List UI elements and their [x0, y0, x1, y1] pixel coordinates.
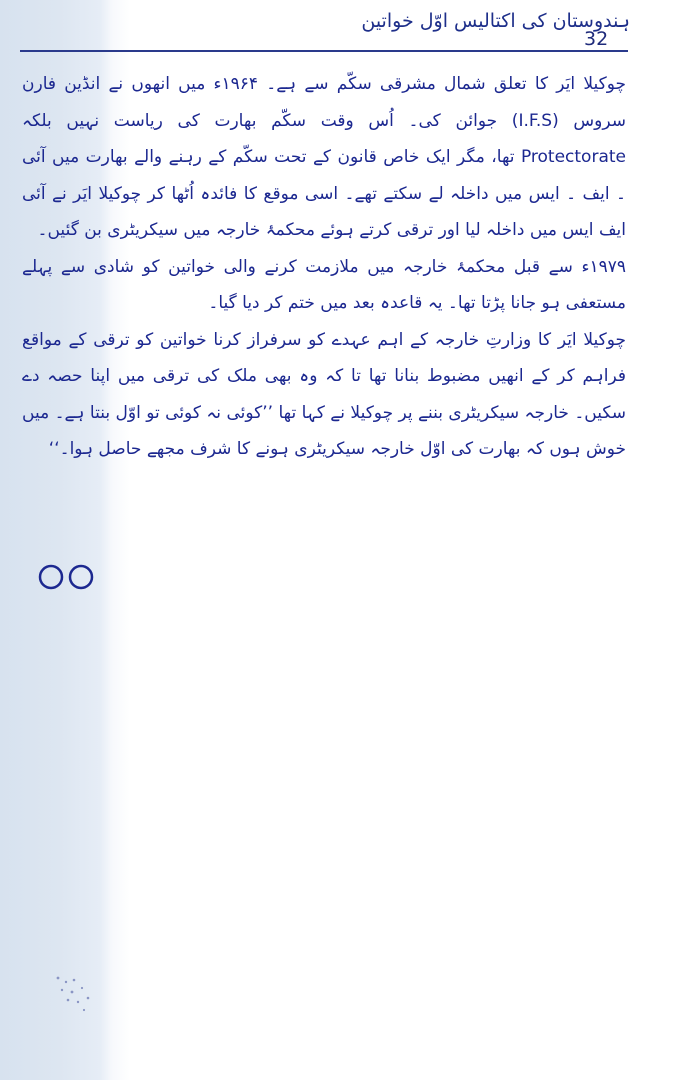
double-circle-end-mark-icon [34, 562, 106, 592]
paragraph-2: ۱۹۷۹ء سے قبل محکمۂ خارجہ میں ملازمت کرنے والی خواتین کو شادی سے پہلے مستعفی ہو جانا پڑتا تھا۔ یہ قاعدہ بعد میں ختم کر دیا گیا۔ [22, 256, 626, 313]
running-head-title: ہندوستان کی اکتالیس اوّل خواتین [361, 10, 630, 32]
paragraph-1: چوکیلا ایَر کا تعلق شمال مشرقی سکّم سے ہے۔ ۱۹۶۴ء میں انھوں نے انڈین فارن سروس (I.F.S) جوائن کی۔ اُس وقت سکّم بھارت کی ریاست نہیں بلکہ Protectorate تھا، مگر ایک خاص قانون کے تحت سکّم کے رہنے والے بھارت میں آئی ۔ ایف ۔ ایس میں داخلہ لے سکتے تھے۔ اسی موقع کا فائدہ اُٹھا کر چوکیلا ایَر نے آئی ایف ایس میں داخلہ لیا اور ترقی کرتے ہوئے محکمۂ خارجہ میں سیکریٹری بن گئیں۔ [22, 74, 626, 240]
header-rule [20, 50, 628, 52]
dotted-ornament-icon [48, 968, 108, 1018]
paragraph-3: چوکیلا ایَر کا وزارتِ خارجہ کے اہم عہدے کو سرفراز کرنا خواتین کو ترقی کے مواقع فراہم کر کے انھیں مضبوط بنانا تھا تا کہ وہ بھی ملک کی ترقی میں اپنا حصہ دے سکیں۔ خارجہ سیکریٹری بننے پر چوکیلا نے کہا تھا ’’کوئی نہ کوئی تو اوّل بنتا ہے۔ میں خوش ہوں کہ بھارت کی اوّل خارجہ سیکریٹری ہونے کا شرف مجھے حاصل ہوا۔‘‘ [22, 329, 626, 459]
body-text [22, 66, 626, 468]
page-number: 32 [584, 28, 609, 50]
page-header [20, 6, 630, 56]
